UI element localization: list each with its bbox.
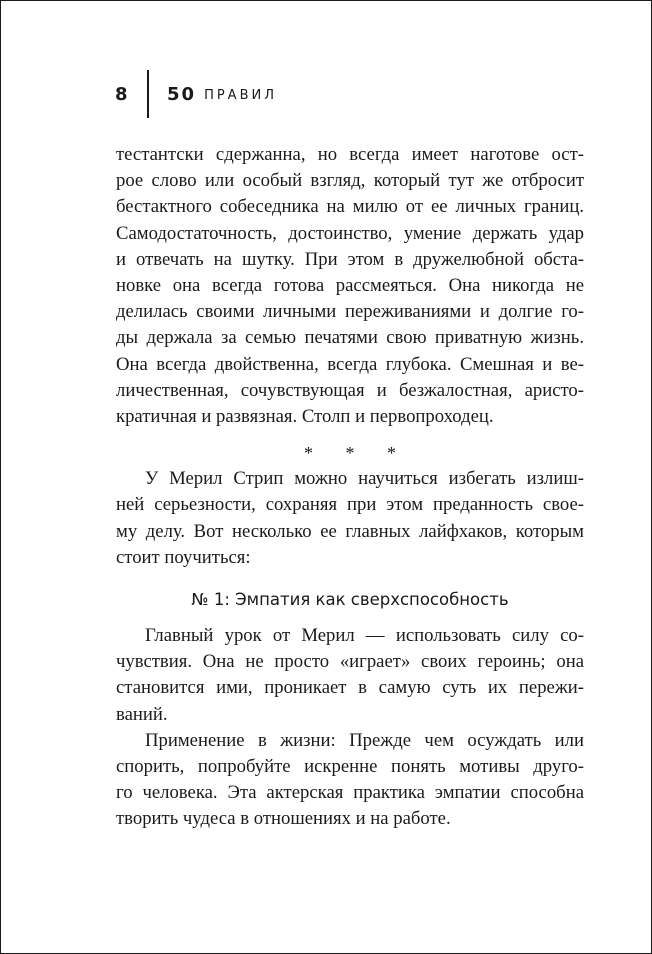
text-line: Применение в жизни: Прежде чем осуждать или — [145, 729, 584, 751]
text-line: му делу. Вот несколько ее главных лайфхаков, которым — [116, 520, 584, 542]
text-line: Самодостаточность, достоинство, умение держать удар — [116, 222, 584, 244]
paragraph-3 — [116, 623, 584, 728]
text-line: чувствия. Она не просто «играет» своих героинь; она — [116, 651, 584, 673]
paragraph-1 — [116, 142, 584, 430]
text-line: У Мерил Стрип можно научиться избегать излиш- — [145, 468, 584, 490]
text-line: ды держала за семью печатями свою приватную жизнь. — [116, 327, 584, 349]
paragraph-4 — [116, 728, 584, 833]
text-line: личественная, сочувствующая и безжалостная, аристо- — [116, 379, 584, 401]
page-body — [116, 142, 584, 833]
section-subheading: № 1: Эмпатия как сверхспособность — [191, 590, 509, 610]
text-line: го человека. Эта актерская практика эмпатии способна — [116, 782, 584, 804]
text-line: спорить, попробуйте искренне понять мотивы друго- — [116, 756, 584, 778]
text-line: творить чудеса в отношениях и на работе. — [116, 808, 451, 830]
book-title-word: ПРАВИЛ — [204, 87, 277, 103]
header-divider — [147, 70, 149, 118]
text-line: новке она всегда готова рассмеяться. Она никогда не — [116, 275, 584, 297]
text-line: ней серьезности, сохраняя при этом преданность свое- — [116, 494, 584, 516]
text-line: и отвечать на шутку. При этом в дружелюбной обста- — [116, 248, 584, 270]
page-number: 8 — [115, 83, 129, 105]
text-line: кратичная и развязная. Столп и первопроходец. — [116, 406, 494, 428]
text-line: бестактного собеседника на милю от ее личных границ. — [116, 196, 584, 218]
text-line: делилась своими личными переживаниями и долгие го- — [116, 301, 584, 323]
text-line: стоит поучиться: — [116, 546, 251, 568]
text-line: Она всегда двойственна, всегда глубока. Смешная и ве- — [116, 353, 584, 375]
text-line: Главный урок от Мерил — использовать силу со- — [145, 625, 584, 647]
text-line: ваний. — [116, 703, 168, 725]
paragraph-2 — [116, 466, 584, 571]
running-header — [115, 70, 277, 118]
text-line: рое слово или особый взгляд, который тут же отбросит — [116, 170, 584, 192]
text-line: становится ими, проникает в самую суть их пережи- — [116, 677, 584, 699]
text-line: тестантски сдержанна, но всегда имеет наготове ост- — [116, 144, 584, 165]
section-separator: * * * — [304, 443, 410, 464]
book-title-number: 50 — [167, 83, 197, 105]
